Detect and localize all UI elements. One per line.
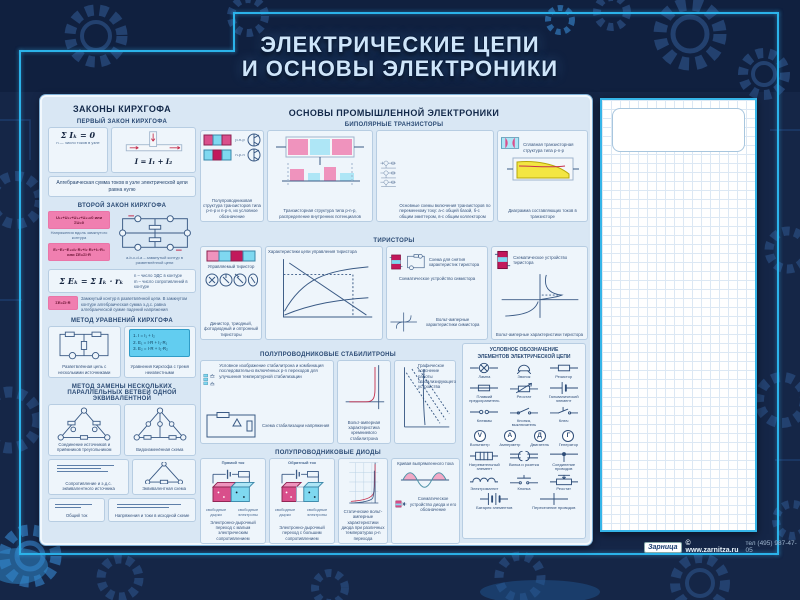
zener-vac-graph (342, 363, 386, 415)
pnp-bar-figure (203, 134, 233, 146)
electrons-label: свободные электроны (237, 506, 259, 517)
source-currents-caption: Напряжения и токи в исходной схеме (114, 513, 190, 519)
generator-icon: Г (562, 430, 574, 442)
center-column-header: ОСНОВЫ ПРОМЫШЛЕННОЙ ЭЛЕКТРОНИКИ (288, 108, 500, 118)
triac-test-circuit-figure (405, 249, 427, 275)
rectified-current-caption: Кривая выпрямленного тока (397, 461, 454, 466)
meters-row (465, 430, 583, 448)
delta-source-caption: Соединение источников и приёмников треугольником (57, 442, 112, 453)
transistor-structures-caption: Полупроводниковая структура транзисторов типа p-n-p и n-p-n, их условное обозначение (203, 197, 261, 219)
pnp-potentials-box (267, 130, 373, 222)
legend-item: Г Генератор (559, 430, 578, 448)
transistor-connections-caption: Основные схемы включения транзисторов по переменному току: а-с общей базой, б-с общим эмиттером, в-с общим коллектором (399, 202, 491, 219)
kirchhoff-equations-box (124, 326, 197, 378)
branched-circuit-box (48, 326, 121, 378)
delta-source-box (48, 404, 121, 456)
diode-vac-graph (341, 461, 385, 508)
stabilizer-explanation-caption: Графическое пояснение работы стабилизирующего устройства (418, 363, 457, 390)
diode-device-figure (394, 494, 407, 514)
voltmeter-icon: V (474, 430, 486, 442)
diode-vac-box (338, 458, 388, 544)
thyristor-types-caption: Динистор, триодный, фотодиодный и оптронный тиристоры (203, 320, 259, 337)
legend-item: Д Двигатель (530, 430, 549, 448)
alloy-structure (500, 133, 585, 153)
circuit-symbols-legend (462, 343, 586, 539)
ammeter-icon: A (504, 430, 516, 442)
alloy-structure-caption: Сплавная транзисторная структура типа p-n-p (523, 142, 574, 153)
branched-circuit-caption: Разветвлённая цепь с несколькими источниками (58, 364, 111, 375)
pnp-label: p-n-p (235, 136, 245, 142)
npn-bar-figure (203, 149, 233, 161)
diodes-section (200, 447, 456, 547)
poster-title (0, 33, 800, 81)
zener-symbols-figure (203, 363, 216, 397)
source-currents-box (108, 498, 196, 522)
legend-item: Реостат (505, 382, 544, 404)
controlled-thyristor-caption: Управляемый тиристор (207, 264, 255, 269)
battery-icon (480, 493, 508, 505)
equivalent-scheme-box (132, 459, 196, 495)
footer (644, 540, 800, 554)
triac-device-figure (389, 249, 403, 275)
legend-item: Кнопка, выключатель (505, 406, 544, 428)
law1-node-box (111, 127, 196, 173)
legend-item: Гальванический элемент (544, 382, 583, 404)
law1-formula-note: n — число токов в узле (56, 140, 100, 145)
rectified-current-figure (399, 467, 451, 493)
alloy-structure-figure (500, 133, 520, 153)
current-components-figure (505, 154, 581, 184)
frame-left (19, 50, 21, 555)
worksheet-grid-panel (600, 98, 757, 532)
equation-2: 2. E₁ = I·R + I₁·R₁ (133, 339, 168, 345)
bipolar-title: БИПОЛЯРНЫЕ ТРАНЗИСТОРЫ (344, 122, 444, 128)
slider-rheostat-icon (550, 474, 578, 486)
equivalent-scheme-caption: Эквивалентная схема (142, 486, 186, 492)
legend-item: Реостат (544, 474, 583, 492)
law1-title: ПЕРВЫЙ ЗАКОН КИРХГОФА (76, 119, 168, 125)
rectified-current-box (391, 458, 460, 544)
reverse-junction-caption: Электронно-дырочный переход с большим сопротивлением (279, 524, 325, 541)
publisher-phone: тел (495) 987-47-05 (745, 540, 797, 554)
zener-symbols-caption: Условное изображение стабилитрона и комбинация последовательно включённых p-n переходов для улучшения температурной стабилизации (219, 363, 324, 379)
thyristor-symbols-figure (204, 270, 258, 290)
frame-right (777, 12, 779, 555)
law2-sum-note-1: n – число ЭДС в контуре (134, 272, 183, 278)
formula-placeholder (117, 504, 187, 508)
legend-item: V Вольтметр (470, 430, 490, 448)
galvanic-cell-icon (550, 382, 578, 394)
equivalent-scheme-figure (144, 462, 184, 484)
equivalent-source-box (48, 459, 129, 495)
worksheet-note-box (612, 108, 745, 152)
rheostat-icon (510, 382, 538, 394)
knife-switch-icon (550, 406, 578, 418)
legend-item: Звонок (505, 362, 544, 380)
equivalent-source-caption: Сопротивление и э.д.с. эквивалентного источника (62, 481, 115, 492)
law2-circuit (113, 211, 196, 266)
law1-formula: Σ Iₖ = 0 (60, 130, 96, 140)
thyristor-title: ТИРИСТОРЫ (373, 238, 415, 244)
total-current-box (48, 498, 105, 522)
fuse-icon (470, 382, 498, 394)
delta-circuit-figure (55, 407, 113, 441)
stabilizer-circuit-figure (203, 411, 259, 441)
modified-scheme-figure (131, 407, 189, 441)
thyristor-vac-box (491, 246, 588, 340)
law2-sum-formula: Σ Eₖ = Σ Iₖ · rₖ (59, 275, 124, 286)
transistor-connections-box (376, 130, 494, 222)
bipolar-transistors-section (200, 119, 588, 225)
reverse-current-box (269, 458, 335, 544)
law2-formula-1: U₁₂+U₂₃+U₃₄+U₄₁=0 или ΣU=0 (48, 211, 110, 229)
legend-item: Соединение проводов (544, 450, 583, 472)
total-current-caption: Общий ток (65, 513, 88, 519)
legend-item: Лампа (465, 362, 504, 380)
law2-statement: Замкнутый контур в разветвлённой цепи. В замкнутом контуре алгебраическая сумма э.д.с. равна алгебраической сумме падений напряжения (81, 296, 188, 312)
triac-box (386, 246, 488, 340)
legend-item: Батарея элементов (465, 493, 524, 511)
legend-title: УСЛОВНОЕ ОБОЗНАЧЕНИЕ ЭЛЕМЕНТОВ ЭЛЕКТРИЧЕСКОЙ ЦЕПИ (477, 347, 571, 360)
control-characteristics-graph (270, 255, 378, 325)
law2-formulas (48, 211, 110, 266)
legend-item: A Амперметр (499, 430, 520, 448)
switch-icon (510, 406, 538, 418)
publisher-url: © www.zarnitza.ru (685, 540, 739, 554)
mesh-circuit-figure (115, 211, 195, 255)
law2-circuit-note: a-b-c-d-a – замкнутый контур в разветвлённой цепи (125, 255, 183, 265)
publisher-logo: Зарница (644, 542, 682, 553)
stabilizer-circuit-caption: Схема стабилизации напряжения (262, 423, 330, 429)
legend-item: Резистор (544, 362, 583, 380)
law1-formula-box (48, 127, 108, 173)
push-button-icon (510, 474, 538, 486)
legend-item: Нагревательный элемент (465, 450, 504, 472)
wire-junction-icon (550, 450, 578, 462)
heater-icon (470, 450, 498, 462)
resistor-icon (550, 362, 578, 374)
thyristor-vac-caption: Вольт-амперные характеристики тиристора (495, 331, 584, 337)
pnp-potentials-figure (272, 133, 368, 189)
legend-item: Кнопка (505, 474, 544, 492)
equation-1: 1. I = I₁ + I₂ (133, 333, 155, 339)
law2-formula-2: E₁−E₂−E₃=I₁·R₁+I₂·R₂+I₃·R₃ или ΣE=ΣI·R (48, 243, 110, 261)
zener-vac-box (337, 360, 391, 444)
control-characteristics-box (265, 246, 383, 340)
law2-sum-notes (134, 273, 192, 290)
lamp-icon (470, 362, 498, 374)
method2-title: МЕТОД ЗАМЕНЫ НЕСКОЛЬКИХ ПАРАЛЛЕЛЬНЫХ ВЕТВЕЙ ОДНОЙ ЭКВИВАЛЕНТНОЙ (67, 384, 177, 403)
diodes-title: ПОЛУПРОВОДНИКОВЫЕ ДИОДЫ (275, 450, 381, 456)
reverse-current-label: Обратный ток (288, 460, 316, 465)
zener-vac-caption: Вольт-амперная характеристика кремниевого стабилитрона (347, 419, 381, 441)
holes-label: свободные дырки (205, 506, 227, 517)
kirchhoff-equations (129, 329, 190, 357)
bell-icon (510, 362, 538, 374)
current-node-figure (121, 130, 187, 156)
left-column-header: ЗАКОНЫ КИРХГОФА (72, 104, 171, 114)
thyristors-section (200, 235, 588, 343)
current-components-caption: Диаграмма составляющих токов в транзисторе (508, 208, 577, 219)
thyristor-vac-graph (498, 272, 582, 320)
modified-scheme-box (124, 404, 197, 456)
electromagnet-icon (470, 474, 498, 486)
kirchhoff-equations-caption: Уравнения Кирхгофа с тремя неизвестными (130, 364, 189, 375)
diode-device-caption: Схематическое устройство диода и его обозначение (409, 496, 457, 513)
alloy-transistor-box (497, 130, 588, 222)
npn-symbol-icon (247, 148, 261, 162)
formula-placeholder (57, 465, 121, 472)
pnp-symbol-icon (247, 133, 261, 147)
legend-item: Электромагнит (465, 474, 504, 492)
frame-top (233, 12, 779, 14)
thyristor-structure-figure (205, 249, 257, 263)
wire-crossing-icon (540, 493, 568, 505)
law2-formula-1-note: Напряжения вдоль замкнутого контура (50, 230, 108, 241)
control-characteristics-caption: Характеристики цепи управления тиристора (268, 249, 357, 254)
equation-3: 3. E₂ = I·R + I₂·R₂ (133, 346, 168, 352)
legend-item: Плавкий предохранитель (465, 382, 504, 404)
law2-sum-box (48, 269, 196, 294)
zener-title: ПОЛУПРОВОДНИКОВЫЕ СТАБИЛИТРОНЫ (260, 352, 396, 358)
law2-sum-note-2: m – число сопротивлений в контуре (134, 278, 188, 290)
transistor-connections-figure (379, 133, 397, 213)
controlled-thyristor-box (200, 246, 262, 340)
pnp-potentials-caption: Транзисторная структура типа p-n-p, распределение внутренних потенциалов (279, 208, 361, 219)
law1-node-formula: I = I₁ + I₂ (134, 157, 173, 166)
triac-vac-graph (389, 307, 418, 337)
triac-vac-caption: Вольт-амперные характеристики симистора (425, 316, 480, 327)
law2-title: ВТОРОЙ ЗАКОН КИРХГОФА (77, 203, 167, 209)
npn-structure (203, 148, 260, 162)
zener-symbols-box (200, 360, 334, 444)
title-line-1: ЭЛЕКТРИЧЕСКИЕ ЦЕПИ (260, 32, 540, 57)
forward-junction-figure (203, 467, 263, 507)
plug-socket-icon (510, 450, 538, 462)
law1-statement: Алгебраическая сумма токов в узле электрической цепи равна нулю (48, 176, 196, 197)
legend-item: Пересечение проводов (525, 493, 584, 511)
legend-item: Ключ (544, 406, 583, 428)
modified-scheme-caption: Видоизменённая схема (136, 447, 184, 453)
transistor-structures-box (200, 130, 264, 222)
forward-current-box (200, 458, 266, 544)
legend-item: Клеммы (465, 406, 504, 428)
branched-circuit-figure (53, 329, 115, 361)
stabilizer-explanation-box (394, 360, 456, 444)
forward-junction-caption: Электронно-дырочный переход с малым электрическим сопротивлением (210, 519, 256, 541)
main-panel (40, 95, 592, 545)
title-line-2: И ОСНОВЫ ЭЛЕКТРОНИКИ (241, 56, 559, 81)
holes-label: свободные дырки (274, 506, 296, 517)
triac-device-caption: Схематическое устройство симистора (398, 276, 476, 281)
npn-label: n-p-n (235, 151, 245, 157)
reverse-junction-figure (272, 467, 332, 507)
motor-icon: Д (534, 430, 546, 442)
legend-item: Вилка и розетка (505, 450, 544, 472)
pnp-structure (203, 133, 260, 147)
method1-title: МЕТОД УРАВНЕНИЙ КИРХГОФА (70, 318, 174, 325)
law2-formula-3: ΣE=ΣI·R (48, 296, 78, 309)
thyristor-device-caption: Схематическое устройство тиристора (513, 254, 568, 265)
formula-placeholder (55, 504, 98, 508)
kirchhoff-laws-column (48, 101, 196, 541)
electrons-label: свободные электроны (306, 506, 328, 517)
thyristor-device-figure (494, 249, 511, 271)
triac-test-circuit-caption: Схема для снятия характеристик тиристора (428, 256, 480, 267)
diode-vac-caption: Статические вольт-амперные характеристики диода при различных температурах p-n перехода (341, 508, 385, 541)
terminals-icon (470, 406, 498, 418)
forward-current-label: Прямой ток (221, 460, 245, 465)
zener-section (200, 349, 456, 447)
